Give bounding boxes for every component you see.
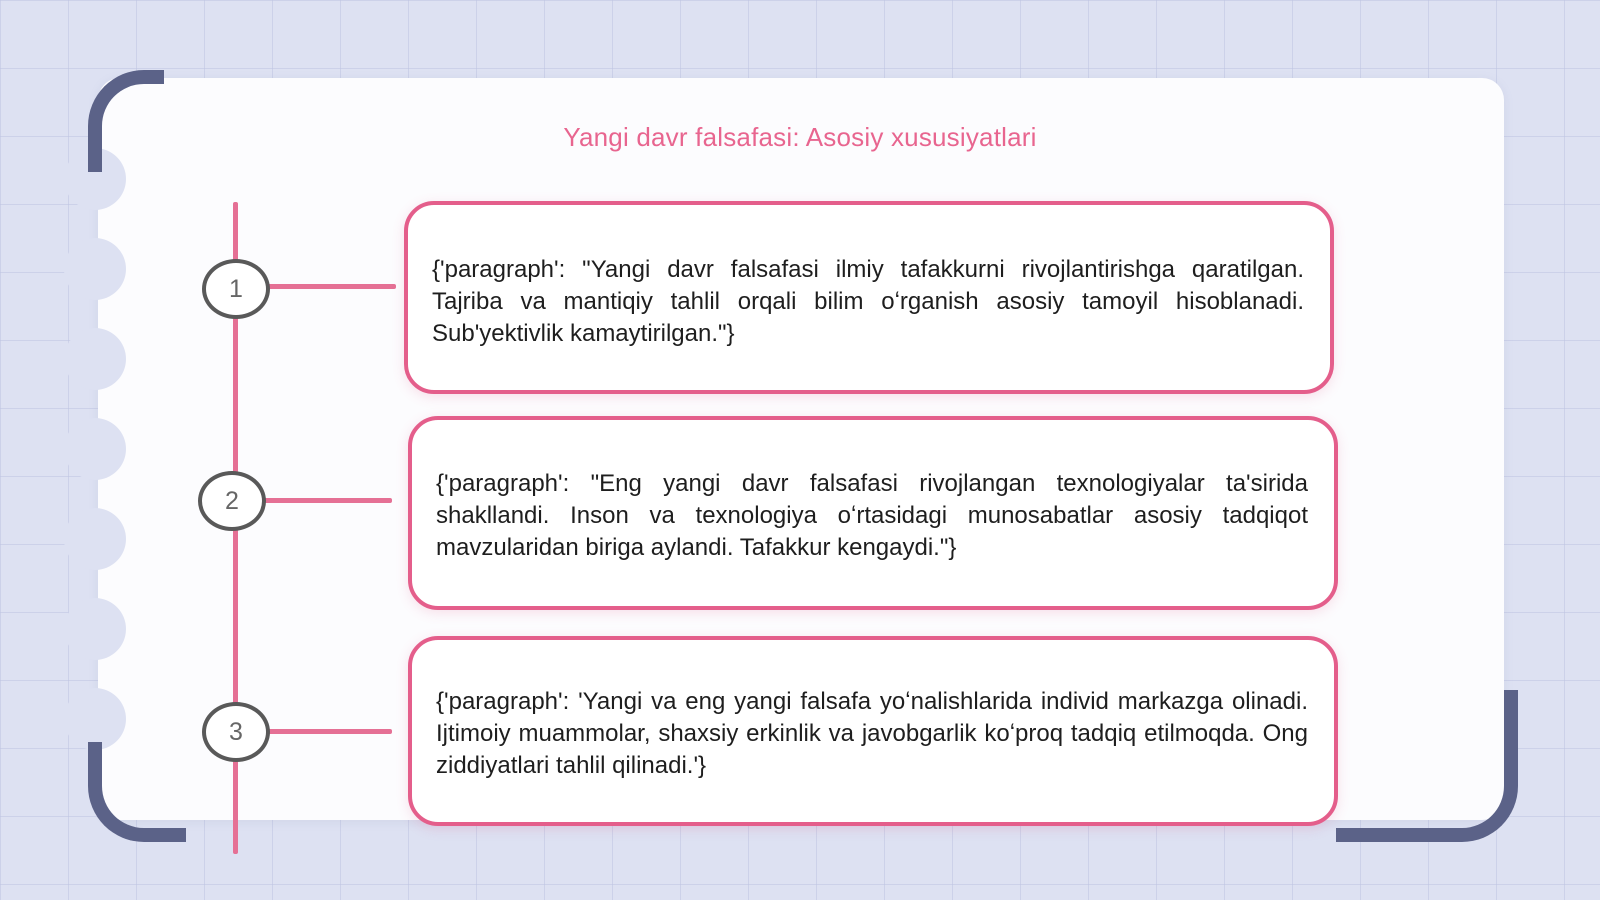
timeline-card-text: {'paragraph': 'Yangi va eng yangi falsafa yoʻnalishlarida individ markazga olinadi. Ijtimoiy muammolar, shaxsiy erkinlik va javobgarlik koʻproq tadqiq etilmoqda. Ong ziddiyatlari tahlil qilinadi.'}: [436, 688, 1308, 779]
timeline-marker-3: 3: [202, 702, 270, 762]
paper-notch: [64, 328, 126, 390]
timeline-connector-2: [260, 498, 392, 503]
paper-notch: [64, 508, 126, 570]
timeline-card-2: [408, 416, 1338, 610]
corner-bracket-top-left: [88, 70, 164, 172]
slide-title: Yangi davr falsafasi: Asosiy xususiyatlari: [563, 122, 1037, 152]
paper-notch: [64, 238, 126, 300]
corner-bracket-bottom-left: [88, 742, 186, 842]
timeline-connector-3: [264, 729, 392, 734]
timeline-card-text: {'paragraph': "Eng yangi davr falsafasi rivojlangan texnologiyalar ta'sirida shakllandi. Inson va texnologiya oʻrtasidagi munosabatlar asosiy tadqiqot mavzularidan biriga aylandi. Tafakkur kengaydi."}: [436, 470, 1308, 561]
timeline-connector-1: [264, 284, 396, 289]
timeline-marker-2: 2: [198, 471, 266, 531]
timeline-card-1: [404, 201, 1334, 394]
paper-notch: [64, 598, 126, 660]
paper-notch: [64, 418, 126, 480]
timeline-card-text: {'paragraph': "Yangi davr falsafasi ilmiy tafakkurni rivojlantirishga qaratilgan. Tajriba va mantiqiy tahlil orqali bilim oʻrganish asosiy tamoyil hisoblanadi. Sub'yektivlik kamaytirilgan."}: [432, 256, 1304, 347]
paper-notch: [64, 688, 126, 750]
timeline-marker-1: 1: [202, 259, 270, 319]
corner-bracket-bottom-right: [1336, 690, 1518, 842]
timeline-card-3: [408, 636, 1338, 826]
